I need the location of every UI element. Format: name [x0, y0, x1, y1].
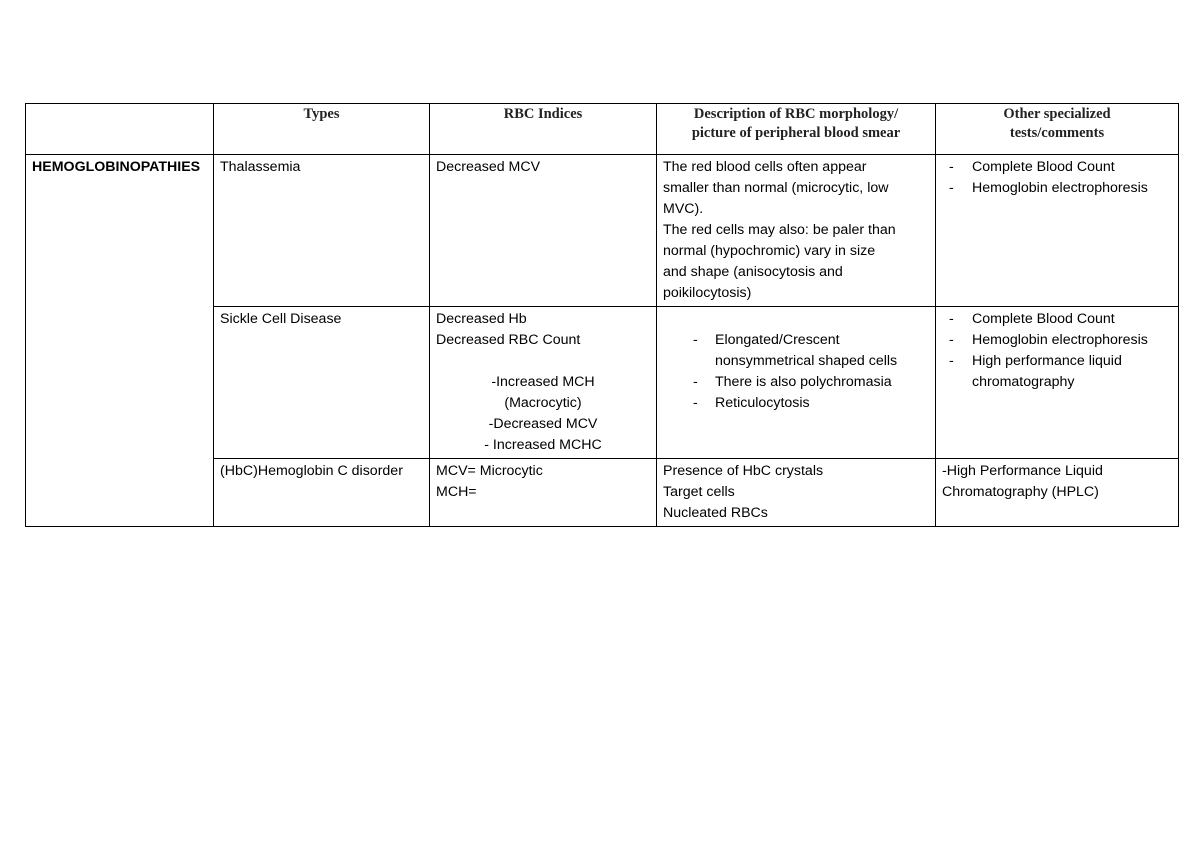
description-line: normal (hypochromic) vary in size [663, 243, 876, 259]
tests-cell [936, 459, 1179, 527]
header-rbc-indices: RBC Indices [430, 104, 657, 155]
type-cell: (HbC)Hemoglobin C disorder [214, 459, 430, 527]
list-item: - Complete Blood Count [942, 157, 1172, 178]
description-line: and shape (anisocytosis and [663, 264, 843, 280]
description-line: The red cells may also: be paler than [663, 222, 896, 238]
dash-bullet: - [693, 395, 698, 411]
tests-list [942, 309, 1172, 393]
header-other-tests [936, 104, 1179, 155]
index-line: MCV= Microcytic [436, 463, 543, 479]
spacer [663, 309, 929, 330]
description-line: Target cells [663, 484, 735, 500]
index-line: -Decreased MCV [488, 416, 598, 432]
list-item: - There is also polychromasia [663, 372, 929, 393]
list-item: - Elongated/Crescent nonsymmetrical shaped cells [693, 332, 898, 369]
dash-bullet: - [949, 332, 954, 348]
tests-cell [936, 307, 1179, 459]
description-line: poikilocytosis) [663, 285, 752, 301]
type-cell: Sickle Cell Disease [214, 307, 430, 459]
dash-bullet: - [949, 180, 954, 196]
header-description-line: picture of peripheral blood smear [691, 125, 901, 141]
category-cell: HEMOGLOBINOPATHIES [26, 155, 214, 527]
dash-bullet: - [693, 332, 698, 348]
header-empty-cell [26, 104, 214, 155]
list-item: - Complete Blood Count [942, 309, 1172, 330]
description-cell [657, 307, 936, 459]
spacer [436, 351, 650, 372]
indices-cell [430, 307, 657, 459]
tests-cell [936, 155, 1179, 307]
tests-line: Chromatography (HPLC) [942, 484, 1099, 500]
list-item: - High performance liquid chromatography [949, 353, 1122, 390]
dash-bullet: - [949, 159, 954, 175]
list-item: - Hemoglobin electrophoresis [942, 178, 1172, 199]
header-row [26, 104, 1179, 155]
tests-line: -High Performance Liquid [942, 463, 1103, 479]
index-line: -Increased MCH [491, 374, 595, 390]
header-tests-line: Other specialized [1003, 106, 1111, 122]
dash-bullet: - [949, 353, 954, 369]
description-line: The red blood cells often appear [663, 159, 867, 175]
indices-cell [430, 459, 657, 527]
description-line: Nucleated RBCs [663, 505, 768, 521]
dash-bullet: - [693, 374, 698, 390]
index-line: (Macrocytic) [504, 395, 582, 411]
index-line: Decreased Hb [436, 311, 527, 327]
header-description-line: Description of RBC morphology/ [693, 106, 899, 122]
description-line: MVC). [663, 201, 704, 217]
index-line: Decreased MCV [436, 159, 541, 175]
list-item: - Hemoglobin electrophoresis [942, 330, 1172, 351]
indices-cell [430, 155, 657, 307]
table-row-thalassemia [26, 155, 1179, 307]
tests-list [942, 157, 1172, 199]
index-line: Decreased RBC Count [436, 332, 581, 348]
dash-bullet: - [949, 311, 954, 327]
description-cell [657, 459, 936, 527]
hemoglobinopathies-table [25, 103, 1179, 527]
index-line: MCH= [436, 484, 477, 500]
description-cell [657, 155, 936, 307]
list-item: - Reticulocytosis [663, 393, 929, 414]
type-cell: Thalassemia [214, 155, 430, 307]
header-description [657, 104, 936, 155]
description-line: smaller than normal (microcytic, low [663, 180, 889, 196]
index-line: - Increased MCHC [484, 437, 602, 453]
header-tests-line: tests/comments [1009, 125, 1105, 141]
description-line: Presence of HbC crystals [663, 463, 824, 479]
description-list [663, 330, 929, 414]
header-types: Types [214, 104, 430, 155]
